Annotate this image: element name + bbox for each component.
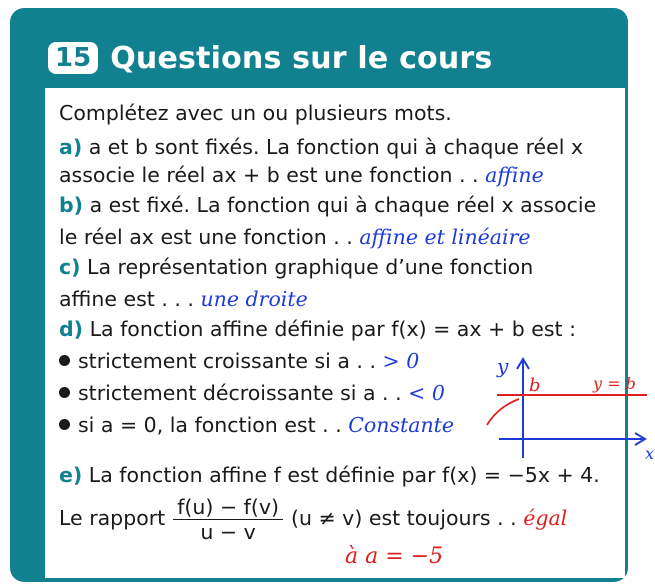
sketch-b-label: b bbox=[529, 375, 541, 396]
question-d-text1: La fonction affine définie par f(x) = ax + b est : bbox=[83, 317, 576, 341]
question-c-line1 bbox=[59, 254, 533, 280]
question-b-text2: le réel ax est une fonction . . bbox=[59, 225, 353, 249]
sketch-pointer-arrow bbox=[487, 399, 519, 425]
question-b-answer: affine et linéaire bbox=[359, 225, 531, 249]
bullet-dot bbox=[59, 419, 70, 430]
title-row bbox=[48, 38, 492, 78]
question-d-bullet3 bbox=[59, 412, 454, 438]
sketch-line-label: y = b bbox=[593, 374, 636, 393]
question-a-line1 bbox=[59, 134, 583, 160]
question-d-bullet2-answer: < 0 bbox=[408, 381, 445, 405]
question-e-text2: Le rapport bbox=[59, 506, 166, 530]
question-d-bullet2-text: strictement décroissante si a . . bbox=[78, 381, 402, 405]
question-c-label: c) bbox=[59, 255, 81, 279]
sketch-y-label: y bbox=[497, 354, 509, 378]
question-d-bullet2 bbox=[59, 380, 445, 406]
fraction-denominator: u − v bbox=[200, 519, 256, 544]
question-e-line2 bbox=[59, 492, 567, 544]
question-d-bullet3-answer: Constante bbox=[348, 413, 455, 437]
question-e-text1: La fonction affine f est définie par f(x) = −5x + 4. bbox=[82, 463, 600, 487]
intro-text: Complétez avec un ou plusieurs mots. bbox=[59, 101, 452, 125]
fraction-numerator: f(u) − f(v) bbox=[173, 495, 283, 520]
question-d-line1 bbox=[59, 316, 576, 342]
question-b-text1: a est fixé. La fonction qui à chaque réel x associe bbox=[83, 193, 597, 217]
exercise-title: Questions sur le cours bbox=[110, 40, 493, 76]
question-a-text1: a et b sont fixés. La fonction qui à chaque réel x bbox=[82, 135, 584, 159]
rate-fraction bbox=[173, 495, 283, 544]
sketch-x-label: x bbox=[645, 444, 655, 463]
question-b-line1 bbox=[59, 192, 596, 218]
question-d-bullet1 bbox=[59, 348, 419, 374]
question-b-label: b) bbox=[59, 193, 84, 217]
exercise-card bbox=[10, 8, 655, 582]
question-c-text1: La représentation graphique d’une fonction bbox=[80, 255, 534, 279]
question-e-answer-line2 bbox=[345, 544, 443, 570]
question-e-label: e) bbox=[59, 463, 83, 487]
question-a-label: a) bbox=[59, 135, 83, 159]
handwritten-graph-sketch bbox=[495, 353, 655, 463]
question-c-line2 bbox=[59, 286, 308, 312]
question-d-bullet1-text: strictement croissante si a . . bbox=[78, 349, 376, 373]
question-e-answer2: à a = −5 bbox=[345, 544, 444, 569]
question-a-text2: associe le réel ax + b est une fonction . . bbox=[59, 163, 479, 187]
question-e-text3: (u ≠ v) est toujours . . bbox=[290, 506, 517, 530]
question-c-answer: une droite bbox=[200, 287, 308, 311]
question-a-line2 bbox=[59, 162, 544, 188]
question-e-line1 bbox=[59, 462, 600, 488]
question-e-answer: égal bbox=[523, 506, 568, 530]
question-d-label: d) bbox=[59, 317, 84, 341]
question-d-bullet3-text: si a = 0, la fonction est . . bbox=[78, 413, 342, 437]
question-a-answer: affine bbox=[485, 163, 544, 187]
bullet-dot bbox=[59, 355, 70, 366]
content-panel bbox=[45, 88, 655, 578]
exercise-number-badge: 15 bbox=[48, 42, 98, 74]
question-d-bullet1-answer: > 0 bbox=[382, 349, 420, 373]
question-c-text2: affine est . . . bbox=[59, 287, 194, 311]
bullet-dot bbox=[59, 387, 70, 398]
question-b-line2 bbox=[59, 224, 531, 250]
